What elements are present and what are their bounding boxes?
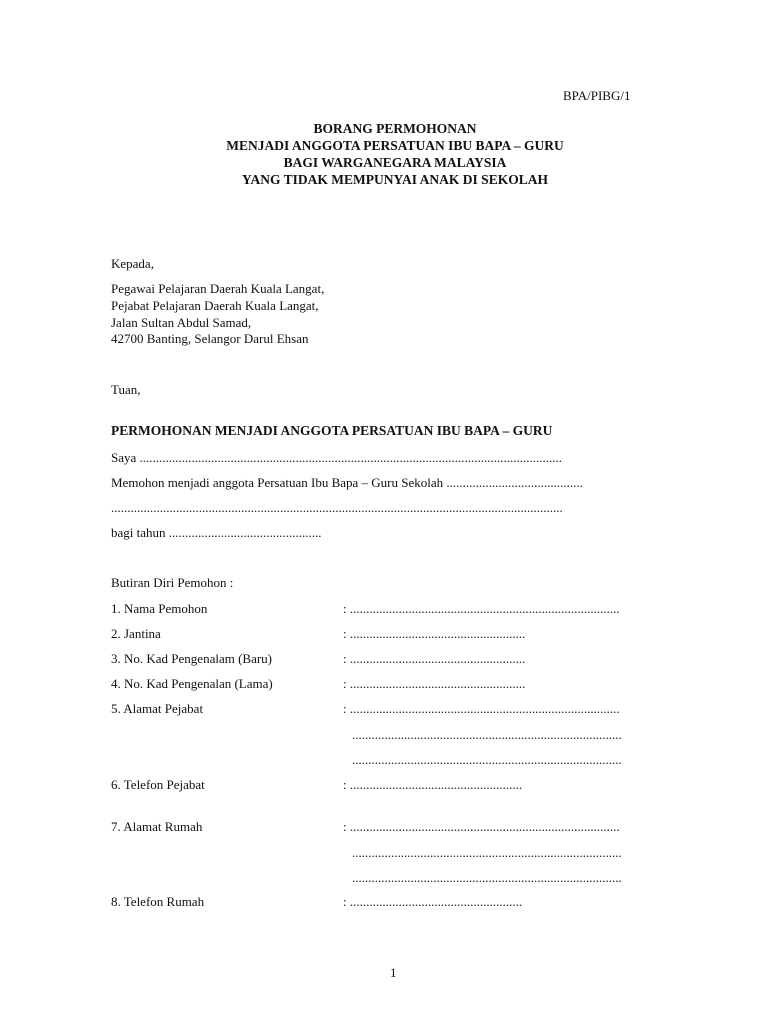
school-line[interactable]: Memohon menjadi anggota Persatuan Ibu Bapa – Guru Sekolah ..........................................: [111, 475, 583, 490]
field-input-jantina[interactable]: : ......................................................: [343, 626, 526, 641]
applicant-name-line[interactable]: Saya ..................................................................................................................................: [111, 450, 563, 465]
year-line[interactable]: bagi tahun ...............................................: [111, 525, 322, 540]
field-label-kp-baru: 3. No. Kad Pengenalam (Baru): [111, 651, 273, 666]
field-label-jantina: 2. Jantina: [111, 626, 161, 641]
section-heading: Butiran Diri Pemohon :: [111, 575, 234, 590]
field-input-kp-lama[interactable]: : ......................................................: [343, 676, 526, 691]
field-label-alamat-pejabat: 5. Alamat Pejabat: [111, 701, 204, 716]
field-input-nama[interactable]: : ...................................................................................: [343, 601, 620, 616]
field-label-telefon-rumah: 8. Telefon Rumah: [111, 894, 205, 909]
address-line-2: Pejabat Pelajaran Daerah Kuala Langat,: [111, 298, 319, 313]
field-label-nama: 1. Nama Pemohon: [111, 601, 208, 616]
recipient-greeting: Kepada,: [111, 256, 154, 271]
address-line-4: 42700 Banting, Selangor Darul Ehsan: [111, 331, 309, 346]
title-line-3: BAGI WARGANEGARA MALAYSIA: [283, 155, 507, 170]
field-input-telefon-pejabat[interactable]: : .....................................................: [343, 777, 523, 792]
field-input-alamat-rumah-2[interactable]: ...................................................................................: [352, 845, 622, 860]
address-line-1: Pegawai Pelajaran Daerah Kuala Langat,: [111, 281, 325, 296]
salutation: Tuan,: [111, 382, 141, 397]
title-line-2: MENJADI ANGGOTA PERSATUAN IBU BAPA – GURU: [226, 138, 564, 153]
field-label-alamat-rumah: 7. Alamat Rumah: [111, 819, 203, 834]
subject-heading: PERMOHONAN MENJADI ANGGOTA PERSATUAN IBU BAPA – GURU: [111, 423, 553, 438]
field-input-kp-baru[interactable]: : ......................................................: [343, 651, 526, 666]
field-input-alamat-pejabat-3[interactable]: ...................................................................................: [352, 752, 622, 767]
document-reference: BPA/PIBG/1: [563, 88, 631, 103]
field-input-alamat-rumah-3[interactable]: ...................................................................................: [352, 870, 622, 885]
school-continuation-line[interactable]: ...........................................................................................................................................: [111, 500, 563, 515]
title-line-1: BORANG PERMOHONAN: [313, 121, 477, 136]
address-line-3: Jalan Sultan Abdul Samad,: [111, 315, 252, 330]
field-input-telefon-rumah[interactable]: : .....................................................: [343, 894, 523, 909]
field-label-telefon-pejabat: 6. Telefon Pejabat: [111, 777, 205, 792]
field-input-alamat-pejabat-2[interactable]: ...................................................................................: [352, 727, 622, 742]
title-line-4: YANG TIDAK MEMPUNYAI ANAK DI SEKOLAH: [242, 172, 548, 187]
field-label-kp-lama: 4. No. Kad Pengenalan (Lama): [111, 676, 273, 691]
page-number: 1: [390, 965, 397, 980]
field-input-alamat-rumah[interactable]: : ...................................................................................: [343, 819, 620, 834]
field-input-alamat-pejabat[interactable]: : ...................................................................................: [343, 701, 620, 716]
